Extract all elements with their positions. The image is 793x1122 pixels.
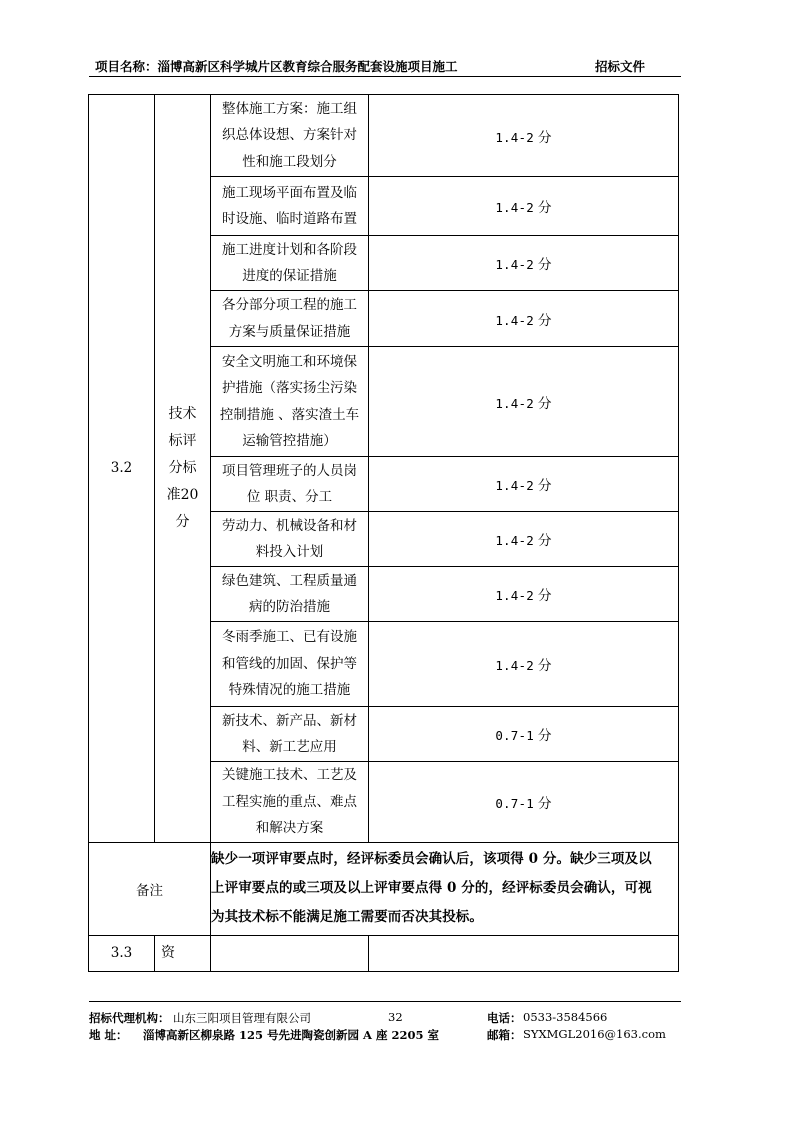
criterion-line: 料、新工艺应用: [242, 739, 337, 755]
score-row: [89, 95, 679, 177]
footer-divider: [89, 1001, 681, 1002]
criterion-cell: [211, 512, 369, 567]
score-range: 1.4-2: [495, 129, 534, 145]
next-section-number: 3.3: [89, 935, 155, 971]
criterion-line: 进度的保证措施: [242, 268, 337, 284]
score-range: 1.4-2: [495, 478, 534, 493]
criterion-line: 织总体设想、方案针对: [222, 127, 357, 144]
score-range: 1.4-2: [495, 588, 534, 603]
criterion-line: 劳动力、机械设备和材: [222, 517, 357, 534]
score-range: 1.4-2: [495, 257, 534, 272]
score-unit: 分: [537, 395, 552, 412]
criterion-cell: [211, 457, 369, 512]
address-label: 地 址：: [89, 1028, 128, 1042]
agency-label: 招标代理机构：: [89, 1011, 170, 1025]
criterion-cell: [211, 567, 369, 622]
criterion-line: 施工进度计划和各阶段: [222, 241, 357, 258]
next-section-category: 资: [155, 935, 211, 971]
criterion-line: 病的防治措施: [249, 599, 330, 615]
email-label: 邮箱：: [487, 1028, 522, 1042]
note-line: 上评审要点的或三项及以上评审要点得 0 分的，经评标委员会确认，可视: [211, 880, 652, 896]
category-line: 准20: [166, 486, 199, 503]
note-line: 缺少一项评审要点时，经评标委员会确认后，该项得 0 分。缺少三项及以: [211, 851, 652, 867]
phone-number: 0533-3584566: [523, 1010, 608, 1024]
score-unit: 分: [537, 478, 552, 494]
score-unit: 分: [537, 588, 552, 604]
criterion-line: 新技术、新产品、新材: [222, 712, 357, 729]
agency-name: 山东三阳项目管理有限公司: [173, 1011, 311, 1025]
category-line: 分: [175, 513, 190, 530]
criterion-line: 护措施（落实扬尘污染: [222, 380, 357, 396]
criterion-line: 安全文明施工和环境保: [222, 353, 357, 370]
category-cell: [155, 95, 211, 843]
score-range: 1.4-2: [495, 200, 534, 215]
score-range: 1.4-2: [495, 533, 534, 548]
document-type: 招标文件: [594, 59, 645, 74]
criterion-cell: [211, 347, 369, 457]
email-address: SYXMGL2016@163.com: [523, 1027, 666, 1041]
note-text: [211, 842, 679, 935]
score-cell: [369, 512, 679, 567]
criterion-cell: [211, 762, 369, 843]
score-unit: 分: [537, 658, 552, 674]
criterion-line: 特殊情况的施工措施: [228, 682, 351, 699]
score-range: 0.7-1: [495, 728, 534, 743]
criterion-line: 位 职责、分工: [246, 489, 333, 505]
phone-label: 电话：: [487, 1011, 522, 1025]
category-line: 分标: [168, 459, 197, 476]
score-cell: [369, 622, 679, 707]
section-number: 3.2: [89, 95, 155, 843]
category-line: 技术: [168, 405, 197, 422]
note-row: [89, 842, 679, 935]
page-header: [89, 57, 679, 75]
criterion-line: 性和施工段划分: [242, 153, 337, 170]
criterion-line: 关键施工技术、工艺及: [222, 767, 357, 783]
criterion-cell: [211, 95, 369, 177]
criterion-line: 施工现场平面布置及临: [222, 184, 357, 201]
score-cell: [369, 177, 679, 236]
score-range: 0.7-1: [495, 795, 534, 811]
criterion-cell: [211, 236, 369, 291]
criterion-line: 控制措施 、落实渣土车: [219, 406, 360, 423]
score-cell: [369, 707, 679, 762]
score-cell: [369, 291, 679, 347]
criterion-line: 料投入计划: [255, 544, 324, 560]
empty-cell: [211, 935, 369, 971]
score-unit: 分: [537, 257, 552, 273]
score-unit: 分: [537, 533, 552, 549]
criterion-line: 方案与质量保证措施: [228, 323, 351, 340]
empty-cell: [369, 935, 679, 971]
criterion-line: 运输管控措施）: [242, 433, 337, 449]
criterion-line: 时设施、临时道路布置: [222, 211, 357, 227]
score-unit: 分: [537, 312, 552, 329]
score-range: 1.4-2: [495, 395, 534, 411]
criterion-line: 和解决方案: [255, 820, 324, 836]
score-range: 1.4-2: [495, 312, 534, 328]
next-section-row: [89, 935, 679, 971]
criterion-line: 各分部分项工程的施工: [222, 297, 357, 313]
criterion-cell: [211, 177, 369, 236]
criterion-line: 项目管理班子的人员岗: [222, 462, 357, 479]
category-line: 标评: [168, 432, 197, 449]
score-unit: 分: [537, 200, 552, 216]
scoring-table: [88, 94, 679, 972]
score-range: 1.4-2: [495, 658, 534, 673]
criterion-line: 工程实施的重点、难点: [222, 793, 357, 810]
criterion-cell: [211, 622, 369, 707]
score-cell: [369, 762, 679, 843]
score-cell: [369, 95, 679, 177]
criterion-line: 绿色建筑、工程质量通: [222, 572, 357, 589]
criterion-line: 冬雨季施工、已有设施: [222, 629, 357, 646]
note-line: 为其技术标不能满足施工需要而否决其投标。: [211, 909, 483, 925]
score-cell: [369, 567, 679, 622]
page-number: 32: [388, 1010, 403, 1024]
score-unit: 分: [537, 129, 552, 146]
score-cell: [369, 347, 679, 457]
score-cell: [369, 236, 679, 291]
criterion-cell: [211, 291, 369, 347]
score-unit: 分: [537, 728, 552, 744]
criterion-line: 和管线的加固、保护等: [222, 655, 357, 672]
criterion-cell: [211, 707, 369, 762]
project-title: 项目名称：淄博高新区科学城片区教育综合服务配套设施项目施工: [95, 59, 458, 74]
score-unit: 分: [537, 795, 552, 812]
address-text: 淄博高新区柳泉路 125 号先进陶瓷创新园 A 座 2205 室: [143, 1028, 439, 1042]
header-divider: [89, 76, 681, 77]
criterion-line: 整体施工方案：施工组: [222, 100, 357, 117]
note-label: 备注: [89, 842, 211, 935]
score-cell: [369, 457, 679, 512]
